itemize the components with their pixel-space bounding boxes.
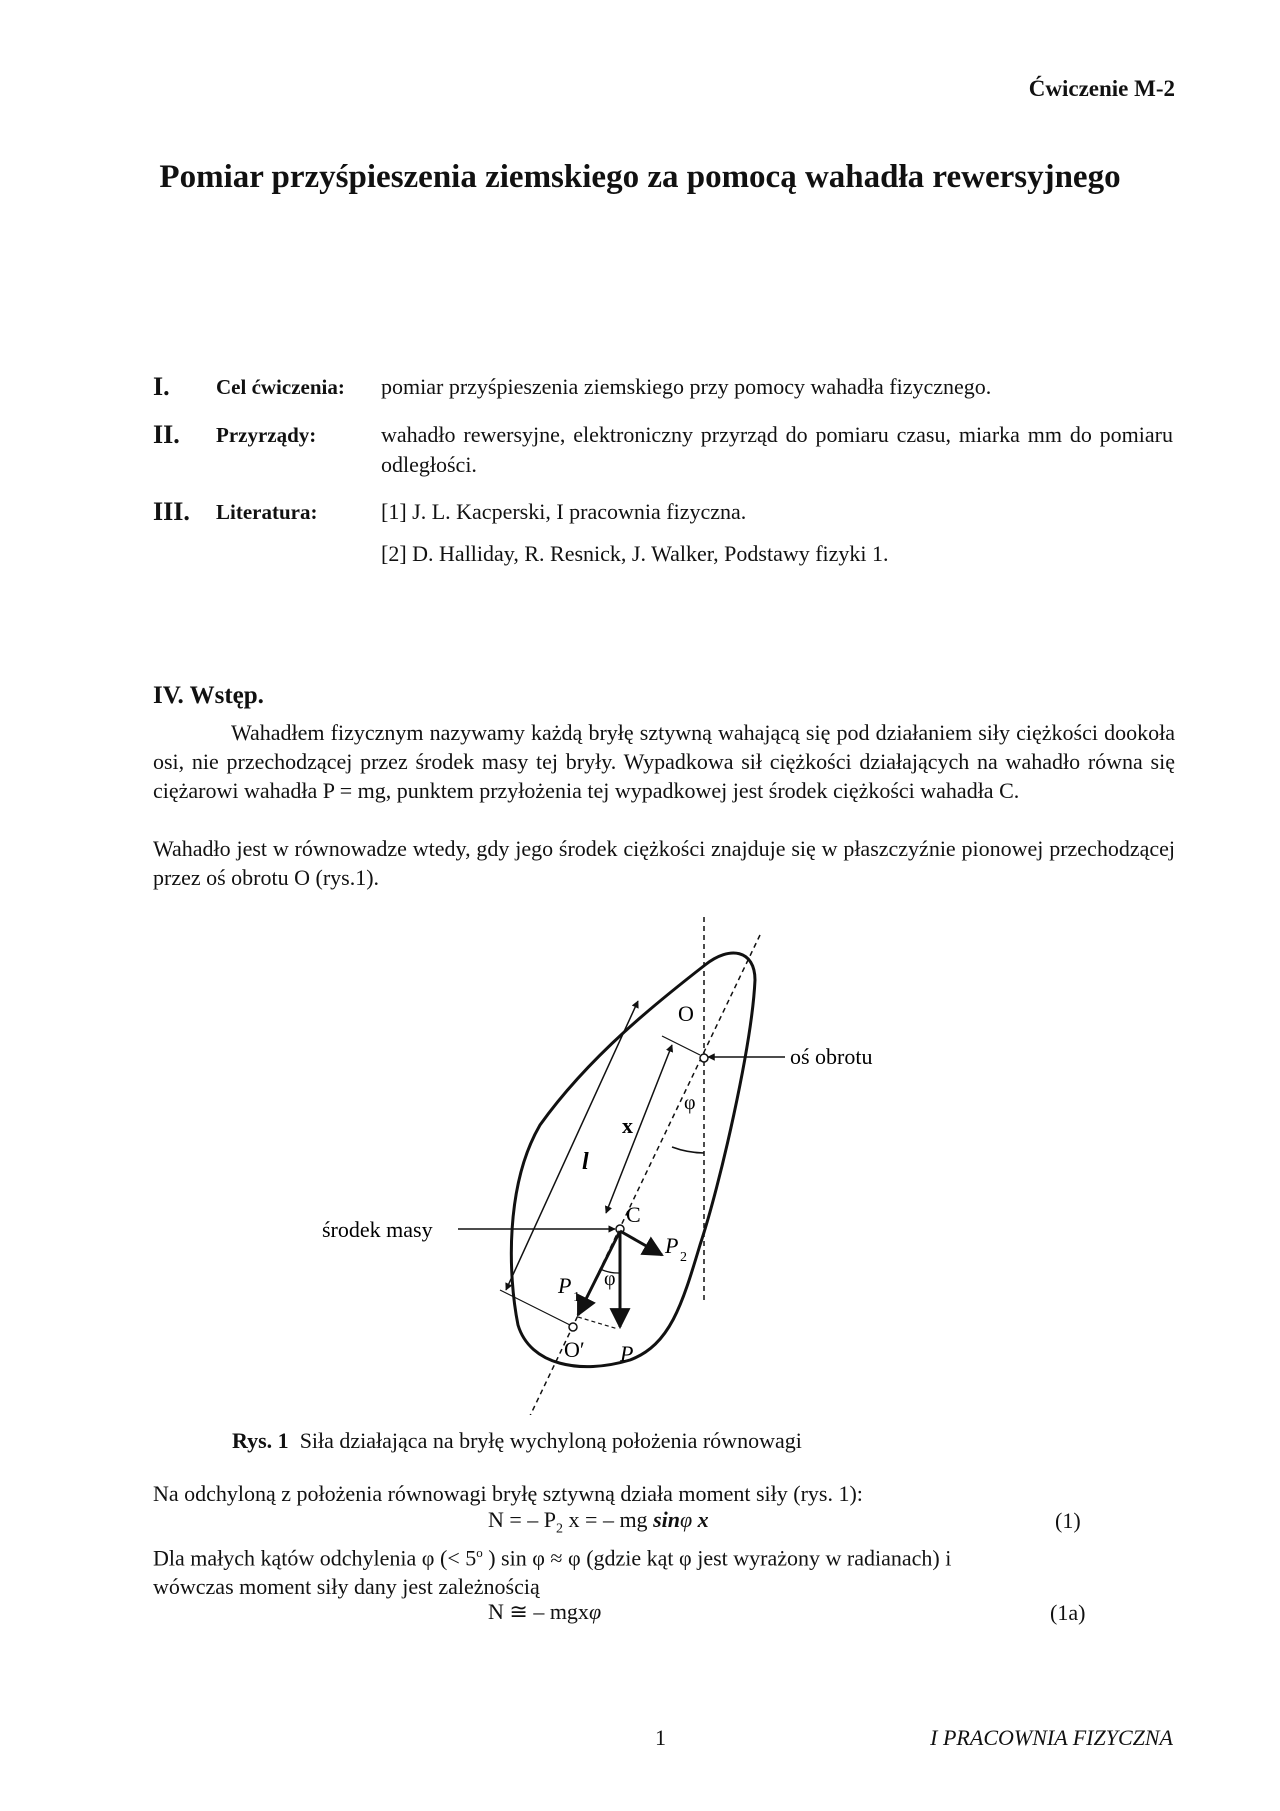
l-dimension-arrow — [506, 1001, 638, 1290]
pivot-point-o — [700, 1054, 708, 1062]
figure-caption — [232, 1428, 802, 1454]
small-angle-paragraph: Dla małych kątów odchylenia φ (< $5^o$ ) sin φ ≈ φ (gdzie kąt φ jest wyrażony w radianach) i wówczas moment siły dany jest zależnością — [153, 1545, 952, 1600]
caption-text: Siła działająca na bryłę wychyloną położenia równowagi — [299, 1428, 802, 1453]
tilted-dashed-axis — [528, 935, 760, 1415]
label-p1-sub: 1 — [573, 1290, 580, 1305]
rigid-body-outline — [511, 953, 755, 1367]
label-p: P — [620, 1341, 634, 1366]
label-p2: P — [665, 1233, 679, 1258]
info-row-equipment — [153, 420, 1183, 484]
moment-paragraph — [153, 1479, 1175, 1508]
row-number: I. — [153, 372, 170, 401]
row-value: wahadło rewersyjne, elektroniczny przyrząd do pomiaru czasu, miarka mm do pomiaru odległości. — [381, 422, 1173, 477]
row-label: Cel ćwiczenia: — [216, 375, 345, 399]
row-number: II. — [153, 420, 180, 449]
equation-1a-number: (1a) — [1050, 1600, 1086, 1625]
pendulum-figure — [300, 905, 1020, 1415]
row-label: Przyrządy: — [216, 423, 317, 447]
pivot-point-o-prime — [569, 1323, 577, 1331]
row-value: [1] J. L. Kacperski, I pracownia fizyczna. — [381, 499, 747, 524]
para-text: Na odchyloną z położenia równowagi bryłę sztywną działa moment siły (rys. 1): — [153, 1481, 863, 1506]
label-o: O — [678, 1001, 694, 1026]
caption-label: Rys. 1 — [232, 1428, 289, 1453]
force-p2-arrow — [620, 1231, 662, 1255]
page-number: 1 — [655, 1725, 666, 1750]
para-text: Wahadłem fizycznym nazywamy każdą bryłę sztywną wahającą się pod działaniem siły ciężkości dookoła osi, nie przechodzącej przez środek masy tej bryły. Wypadkowa sił ciężkości działających na wahadło równa się ciężarowi wahadła P = mg, punktem przyłożenia tej wypadkowej jest środek ciężkości wahadła C. — [153, 720, 1175, 803]
phi-arc-top — [672, 1147, 704, 1153]
info-row-goal — [153, 372, 1183, 406]
label-phi-top: φ — [684, 1092, 696, 1114]
label-phi-bottom: φ — [604, 1268, 616, 1290]
intro-paragraph-2 — [153, 834, 1175, 892]
label-com: środek masy — [322, 1217, 433, 1242]
para-text: Wahadło jest w równowadze wtedy, gdy jego środek ciężkości znajduje się w płaszczyźnie pionowej przechodzącej przez oś obrotu O (rys.1). — [153, 836, 1175, 890]
info-row-literature — [153, 497, 1183, 567]
equation-1-number: (1) — [1055, 1508, 1081, 1533]
label-c: C — [626, 1202, 641, 1227]
row-label: Literatura: — [216, 500, 318, 524]
equation-1a: N ≅ – mgxφ — [488, 1599, 602, 1624]
label-p1: P — [558, 1273, 572, 1298]
row-value-2: [2] D. Halliday, R. Resnick, J. Walker, Podstawy fizyki 1. — [381, 541, 889, 566]
row-number: III. — [153, 497, 190, 526]
label-axis: oś obrotu — [790, 1044, 873, 1069]
label-o-prime: O′ — [564, 1337, 585, 1362]
exercise-id: Ćwiczenie M-2 — [1028, 76, 1175, 101]
label-x: x — [622, 1113, 633, 1138]
course-name: I PRACOWNIA FIZYCZNA — [930, 1725, 1173, 1750]
equation-1: N = – $P_2$ x = – mg sinφ x — [488, 1507, 709, 1537]
section-heading: IV. Wstęp. — [153, 682, 264, 709]
label-l: l — [582, 1149, 589, 1175]
intro-paragraph-1 — [153, 718, 1175, 805]
label-p2-sub: 2 — [680, 1250, 687, 1265]
row-value: pomiar przyśpieszenia ziemskiego przy pomocy wahadła fizycznego. — [381, 374, 992, 399]
page-title: Pomiar przyśpieszenia ziemskiego za pomocą wahadła rewersyjnego — [159, 159, 1121, 195]
